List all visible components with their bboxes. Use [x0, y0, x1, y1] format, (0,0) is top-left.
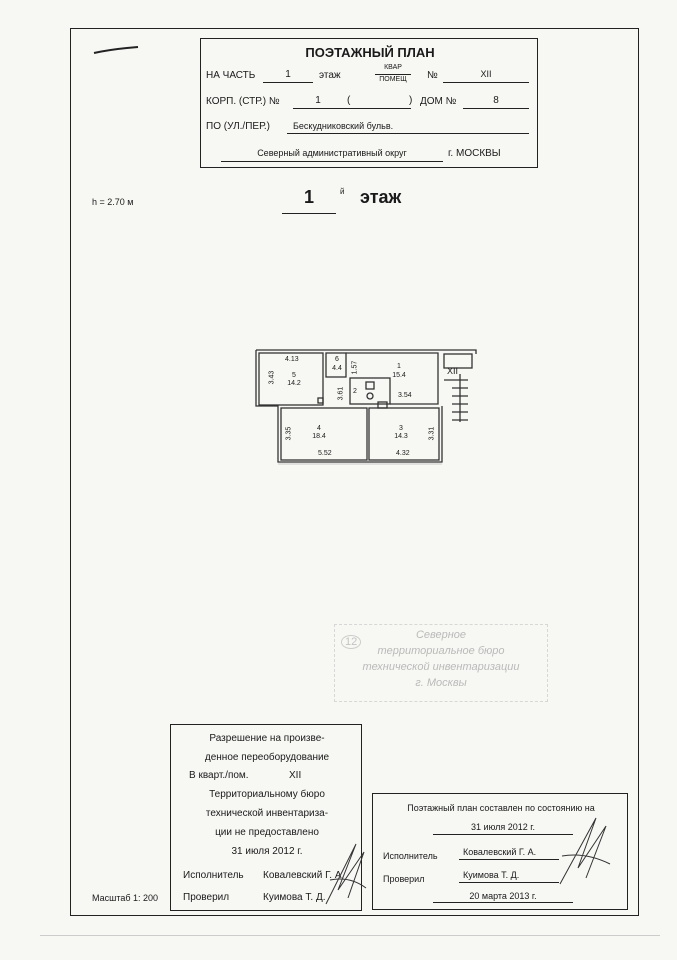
status-date: 31 июля 2012 г. — [471, 822, 535, 832]
street-value: Бескудниковский бульв. — [293, 121, 394, 131]
dim-331: 3.31 — [428, 426, 436, 441]
stamp-num: 12 — [341, 635, 361, 649]
floor-word: этаж — [319, 70, 341, 81]
room5-dim: 4.13 — [285, 356, 299, 363]
status-line1: Поэтажный план составлен по состоянию на — [407, 803, 595, 813]
number-sign: № — [427, 70, 438, 81]
status-check-date: 20 марта 2013 г. — [469, 891, 537, 901]
room5-area: 14.2 — [287, 380, 301, 387]
permit-line6: ции не предоставлено — [215, 827, 319, 838]
page-title: ПОЭТАЖНЫЙ ПЛАН — [305, 45, 435, 60]
room4-num: 4 — [317, 425, 321, 432]
status-executor-label: Исполнитель — [383, 851, 438, 861]
floor-suffix: й — [340, 187, 345, 196]
district-value: Северный административный округ — [257, 148, 407, 158]
dim-552: 5.52 — [318, 450, 332, 457]
permit-date: 31 июля 2012 г. — [231, 846, 303, 857]
house-label: ДОМ № — [420, 96, 457, 107]
number-value: XII — [480, 69, 492, 79]
permit-executor-label: Исполнитель — [183, 870, 244, 881]
bureau-stamp — [334, 624, 548, 702]
dim-354: 3.54 — [398, 392, 412, 399]
room6-num: 6 — [335, 356, 339, 363]
floor-plan — [248, 344, 484, 470]
status-checker-label: Проверил — [383, 874, 425, 884]
stamp-line2: территориальное бюро — [377, 645, 505, 657]
title-block — [200, 38, 538, 168]
permit-checker-name: Куимова Т. Д. — [263, 892, 326, 903]
dim-432: 4.32 — [396, 450, 410, 457]
pen-mark — [92, 44, 142, 56]
permit-signature — [320, 840, 370, 910]
permit-line3-value: XII — [289, 770, 302, 781]
permit-executor-name: Ковалевский Г. А. — [263, 870, 345, 881]
room1-num: 1 — [397, 363, 401, 370]
korp-label: КОРП. (СТР.) № — [206, 96, 280, 107]
part-label: НА ЧАСТЬ — [206, 70, 256, 81]
korp-paren-open: ( — [347, 95, 351, 106]
status-checker-name: Куимова Т. Д. — [463, 870, 520, 880]
stamp-line4: г. Москвы — [415, 677, 467, 689]
kvar-label: КВАР — [384, 64, 402, 71]
scan-edge — [40, 935, 660, 936]
floor-word: этаж — [360, 187, 402, 207]
scale-label: Масштаб 1: 200 — [92, 893, 159, 903]
city-value: г. МОСКВЫ — [448, 148, 501, 159]
room4-area: 18.4 — [312, 433, 326, 440]
permit-line4: Территориальному бюро — [209, 789, 325, 800]
permit-line3-label: В кварт./пом. — [189, 770, 249, 781]
korp-value: 1 — [315, 95, 321, 106]
floor-number: 1 — [303, 187, 314, 207]
dim-157: 1.57 — [351, 360, 359, 375]
room5-num: 5 — [292, 372, 296, 379]
korp-paren-close: ) — [409, 95, 413, 106]
room3-num: 3 — [399, 425, 403, 432]
apartment-label: XII — [447, 366, 459, 376]
room2-num: 2 — [353, 388, 357, 395]
part-value: 1 — [285, 69, 291, 80]
pomesh-label: ПОМЕЩ — [379, 76, 407, 83]
dim-361: 3.61 — [337, 386, 345, 401]
room1-area: 15.4 — [392, 372, 406, 379]
stamp-line3: технической инвентаризации — [362, 661, 520, 673]
street-label: ПО (УЛ./ПЕР.) — [206, 121, 270, 132]
stamp-line1: Северное — [415, 629, 467, 641]
permit-line1: Разрешение на произве- — [209, 733, 325, 744]
permit-line5: технической инвентариза- — [205, 808, 329, 819]
permit-checker-label: Проверил — [183, 892, 230, 903]
status-executor-name: Ковалевский Г. А. — [463, 847, 537, 857]
room3-area: 14.3 — [394, 433, 408, 440]
status-signature — [556, 812, 616, 892]
house-value: 8 — [493, 95, 499, 106]
permit-line2: денное переоборудование — [204, 752, 330, 763]
dim-335: 3.35 — [285, 426, 293, 441]
room6-area: 4.4 — [332, 365, 342, 372]
dim-343: 3.43 — [268, 370, 276, 385]
floor-height: h = 2.70 м — [92, 197, 134, 207]
